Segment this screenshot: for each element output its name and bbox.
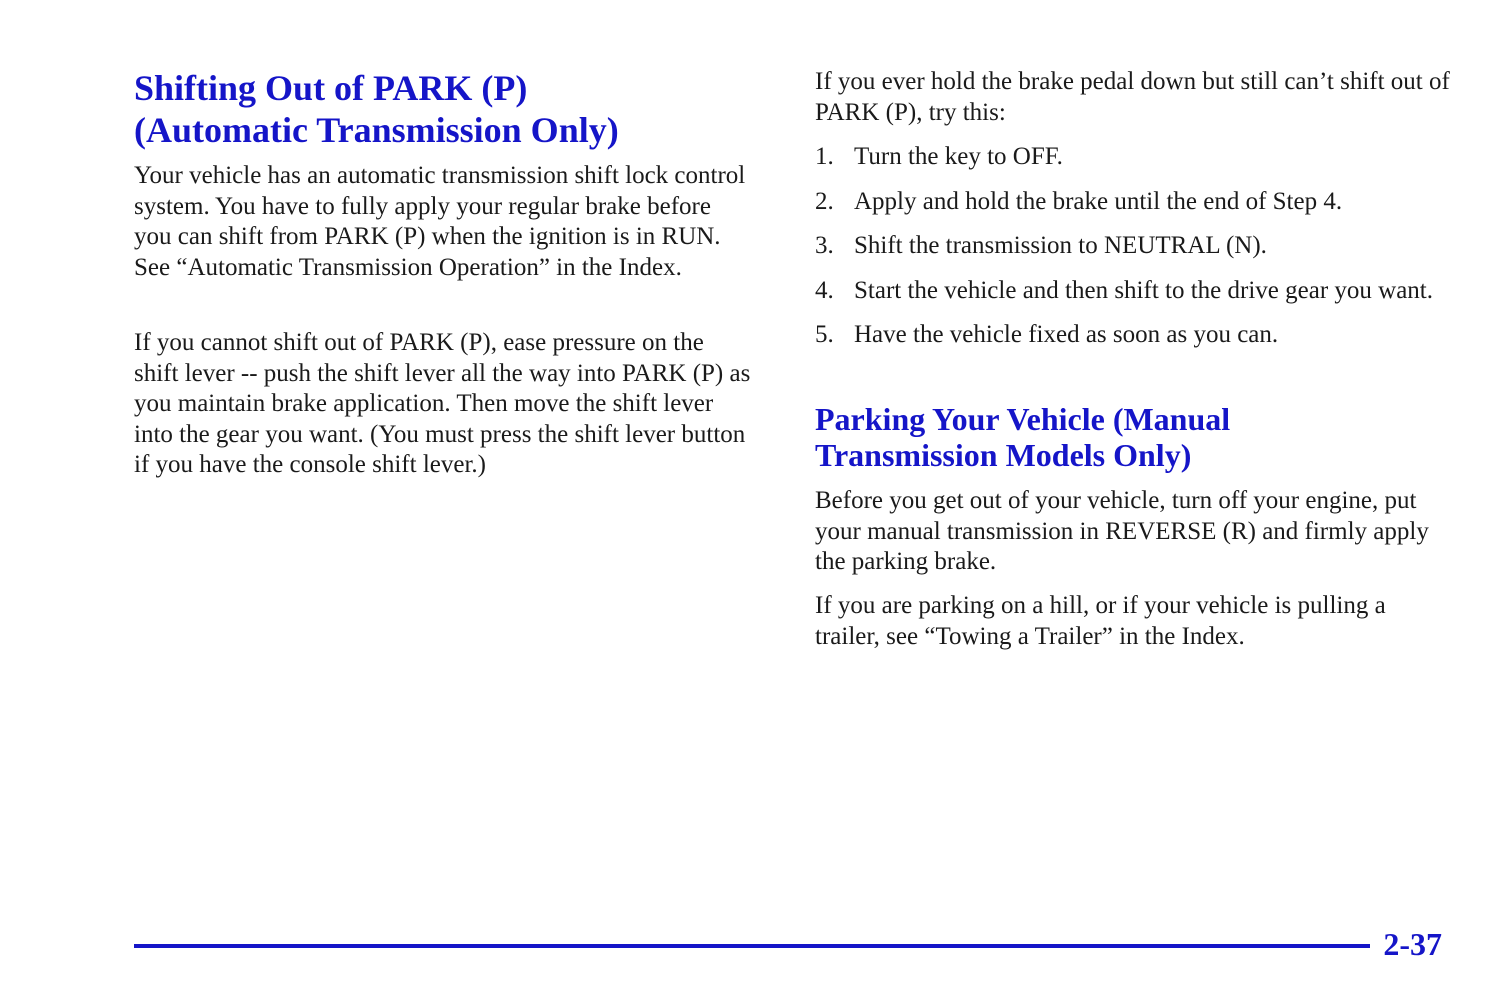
step-text: Have the vehicle fixed as soon as you can. — [854, 321, 1279, 348]
section-title-parking-your-vehicle — [815, 401, 1455, 473]
step-text: Turn the key to OFF. — [854, 143, 1063, 170]
footer-rule — [134, 944, 1370, 948]
step-number: 1. — [815, 143, 834, 170]
step-item — [815, 187, 1455, 218]
step-text: Apply and hold the brake until the end of Step 4. — [854, 187, 1343, 215]
title-line-1: Shifting Out of PARK (P) — [134, 68, 528, 108]
step-number: 2. — [815, 187, 834, 215]
step-item — [815, 142, 1455, 173]
hill-parking-paragraph: If you are parking on a hill, or if your vehicle is pulling a trailer, see “Towing a Trailer” in the Index. — [815, 592, 1386, 650]
shift-lock-paragraph: Your vehicle has an automatic transmission shift lock control system. You have to fully apply your regular brake before you can shift from PARK (P) when the ignition is in RUN. See “Automatic Transmission Operation” in the Index. — [134, 162, 746, 281]
steps-intro-paragraph: If you ever hold the brake pedal down but still can’t shift out of PARK (P), try this: — [815, 68, 1450, 126]
step-number: 4. — [815, 276, 834, 304]
steps-list — [815, 142, 1455, 365]
step-text: Shift the transmission to NEUTRAL (N). — [854, 232, 1267, 259]
title-line-1: Parking Your Vehicle (Manual — [815, 401, 1231, 437]
parking-instructions-paragraph: Before you get out of your vehicle, turn off your engine, put your manual transmission in REVERSE (R) and firmly apply the parking brake. — [815, 487, 1429, 575]
step-item — [815, 320, 1455, 351]
step-item — [815, 231, 1455, 262]
step-item — [815, 276, 1455, 307]
title-line-2: Transmission Models Only) — [815, 437, 1192, 473]
section-title-shifting-out-of-park — [134, 67, 774, 151]
title-line-2: (Automatic Transmission Only) — [134, 110, 619, 150]
step-number: 3. — [815, 232, 834, 259]
step-number: 5. — [815, 321, 834, 348]
ease-pressure-paragraph: If you cannot shift out of PARK (P), ease pressure on the shift lever -- push the shift lever all the way into PARK (P) as you maintain brake application. Then move the shift lever into the gear you want. (You must press the shift lever button if you have the console shift lever.) — [134, 329, 751, 478]
step-text: Start the vehicle and then shift to the drive gear you want. — [854, 276, 1433, 304]
page-number: 2-37 — [1383, 926, 1442, 962]
